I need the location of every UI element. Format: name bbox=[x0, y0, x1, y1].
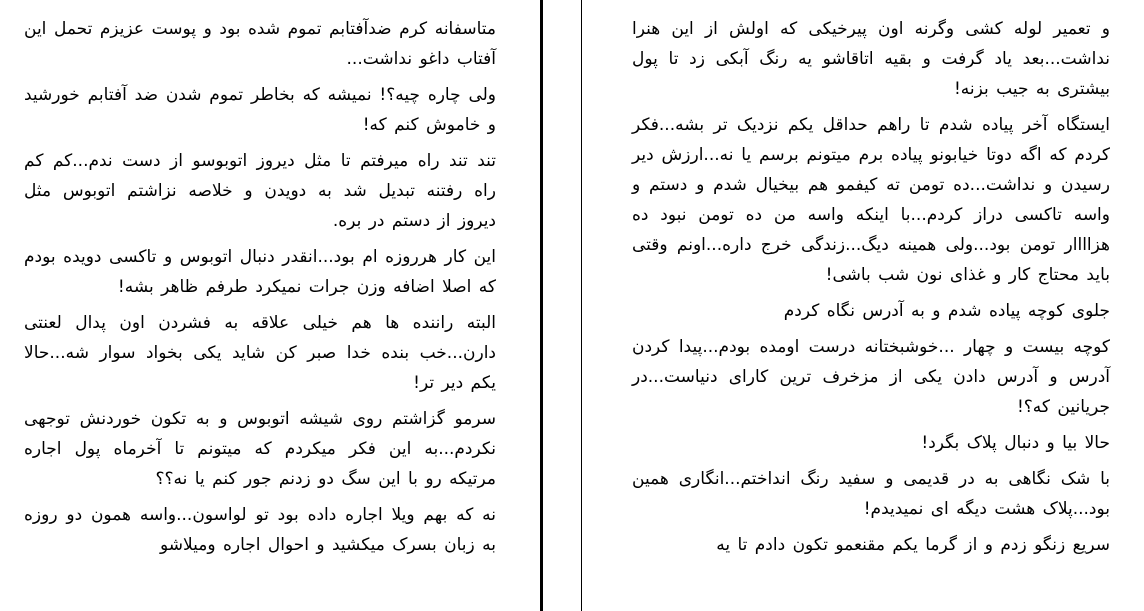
paragraph: و تعمیر لوله کشی وگرنه اون پیرخیکی که اولش از این هنرا نداشت...بعد یاد گرفت و بقیه اتاقاشو یه رنگ آبکی زد تا پول بیشتری به جیب بزنه! bbox=[632, 19, 1110, 99]
left-page bbox=[0, 0, 526, 611]
paragraph: جلوی کوچه پیاده شدم و به آدرس نگاه کردم bbox=[783, 301, 1110, 321]
paragraph: نه که بهم ویلا اجاره داده بود تو لواسون...واسه همون دو روزه به زبان بسرک میکشید و احوال اجاره ومیلاشو bbox=[24, 505, 496, 555]
paragraph: حالا بیا و دنبال پلاک بگرد! bbox=[921, 433, 1110, 453]
page-divider-right bbox=[581, 0, 582, 611]
paragraph: ولی چاره چیه؟! نمیشه که بخاطر تموم شدن ضد آفتابم خورشید و خاموش کنم که! bbox=[24, 85, 496, 135]
paragraph: البته راننده ها هم خیلی علاقه به فشردن اون پدال لعنتی دارن...خب بنده خدا صبر کن شاید یکی بخواد سوار شه...حالا یکم دیر تر! bbox=[24, 313, 496, 393]
paragraph: متاسفانه کرم ضدآفتابم تموم شده بود و پوست عزیزم تحمل این آفتاب داغو نداشت... bbox=[24, 19, 496, 69]
paragraph: سرمو گزاشتم روی شیشه اتوبوس و به تکون خوردنش توجهی نکردم...به این فکر میکردم که میتونم تا آخرماه پول اجاره مرتیکه رو با این سگ دو زدنم جور کنم یا نه؟؟ bbox=[24, 409, 496, 489]
left-page-text bbox=[24, 14, 496, 566]
paragraph: این کار هرروزه ام بود...انقدر دنبال اتوبوس و تاکسی دویده بودم که اصلا اضافه وزن جرات نمیکرد طرفم ظاهر بشه! bbox=[24, 247, 496, 297]
paragraph: با شک نگاهی به در قدیمی و سفید رنگ انداختم...انگاری همین بود...پلاک هشت دیگه ای نمیدیدم! bbox=[632, 469, 1110, 519]
paragraph: ایستگاه آخر پیاده شدم تا راهم حداقل یکم نزدیک تر بشه...فکر کردم که اگه دوتا خیابونو پیاده برم میتونم برسم یا نه...ارزش دیر رسیدن و نداشت...ده تومن ته کیفمو هم بیخیال شدم و دستم و واسه تاکسی دراز کردم...با اینکه واسه من ده تومن نبود ده هزاااار تومن بود...ولی همینه دیگ...زندگی خرج داره...اونم وقتی باید محتاج کار و غذای نون شب باشی! bbox=[632, 115, 1110, 285]
right-page bbox=[598, 0, 1144, 611]
paragraph: کوچه بیست و چهار ...خوشبختانه درست اومده بودم...پیدا کردن آدرس و آدرس دادن یکی از مزخرف ترین کارای دنیاست...در جریانین که؟! bbox=[632, 337, 1110, 417]
right-page-text bbox=[632, 14, 1110, 566]
paragraph: تند تند راه میرفتم تا مثل دیروز اتوبوسو از دست ندم...کم کم راه رفتنه تبدیل شد به دویدن و خلاصه نزاشتم اتوبوس مثل دیروز از دستم در بره. bbox=[24, 151, 496, 231]
paragraph: سریع زنگو زدم و از گرما یکم مقنعمو تکون دادم تا یه bbox=[716, 535, 1110, 555]
page-divider-left bbox=[540, 0, 543, 611]
